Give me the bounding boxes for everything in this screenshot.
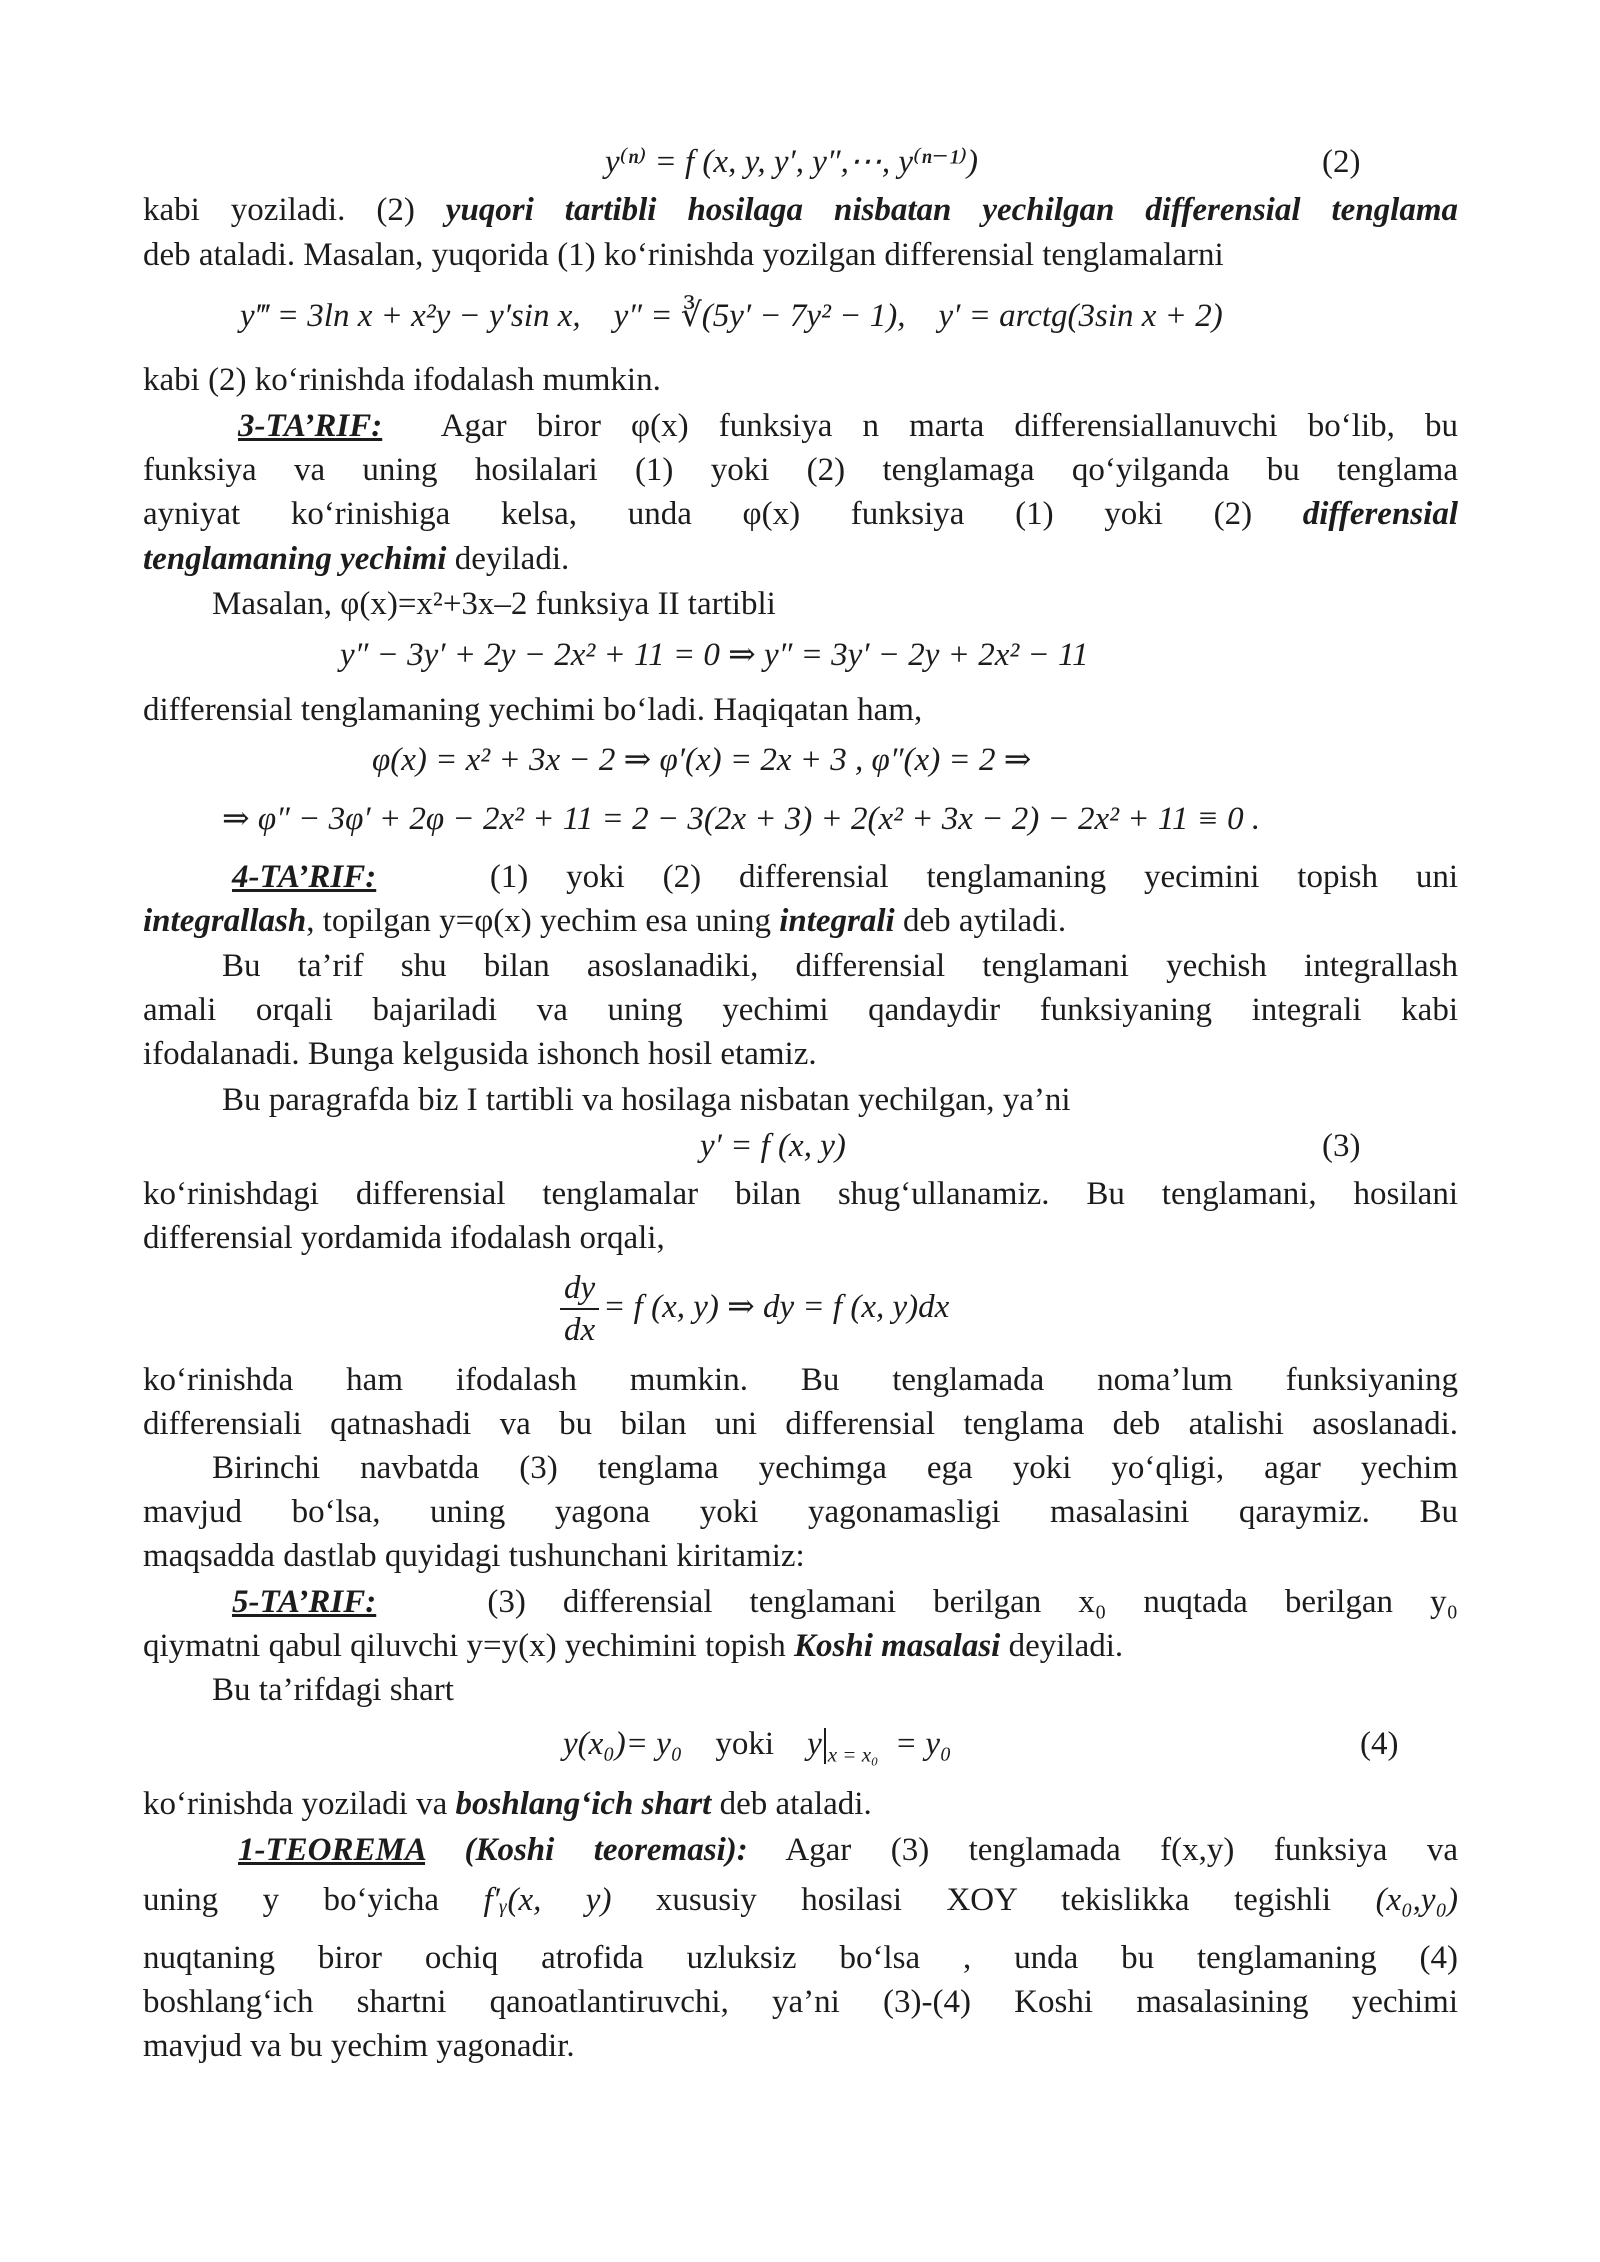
paragraph-line: differensial yordamida ifodalash orqali, [143, 1220, 665, 1256]
equation-3: y′ = f (x, y) [700, 1128, 846, 1164]
emphasis-term: tenglamaning yechimi [143, 541, 447, 577]
paragraph-line: uning y bo‘yicha f′ᵧ(x, y) xususiy hosilasi XOY tekislikka tegishli (x₀,y₀) [143, 1882, 1459, 1918]
paragraph-line: Masalan, φ(x)=x²+3x–2 funksiya II tartibli [212, 586, 776, 622]
equation-number-2: (2) [1322, 144, 1361, 180]
paragraph-line: nuqtaning biror ochiq atrofida uzluksiz bo‘lsa , unda bu tenglamaning (4) [143, 1940, 1458, 1976]
paragraph-line: ko‘rinishdagi differensial tenglamalar bilan shug‘ullanamiz. Bu tenglamani, hosilani [143, 1176, 1458, 1212]
paragraph-line: integrallash, topilgan y=φ(x) yechim esa uning integrali deb aytiladi. [143, 903, 1067, 939]
paragraph-line: ko‘rinishda yoziladi va boshlang‘ich shart deb ataladi. [143, 1786, 872, 1822]
emphasis-term: yuqori tartibli hosilaga nisbatan yechilgan differensial tenglama [445, 192, 1459, 228]
paragraph-line: differensial tenglamaning yechimi bo‘ladi. Haqiqatan ham, [143, 692, 923, 728]
fraction-dy-dx: $\frac{dy}{dx}$ [560, 1268, 599, 1350]
paragraph-line: kabi yoziladi. (2) yuqori tartibli hosilaga nisbatan yechilgan differensial tenglama [143, 192, 1459, 228]
paragraph-line: amali orqali bajariladi va uning yechimi qandaydir funksiyaning integrali kabi [143, 992, 1458, 1028]
paragraph-line: Bu ta’rifdagi shart [212, 1672, 454, 1708]
paragraph-line: Birinchi navbatda (3) tenglama yechimga ega yoki yo‘qligi, agar yechim [212, 1450, 1458, 1486]
definition-4-label: 4-TA’RIF: [232, 859, 377, 895]
paragraph-line: ifodalanadi. Bunga kelgusida ishonch hosil etamiz. [143, 1036, 817, 1072]
equation-4: y(x₀)= y₀ yoki y $_{x = x_0}$ = y₀ [563, 1726, 952, 1767]
definition-5-line: 5-TA’RIF: (3) differensial tenglamani berilgan x₀ nuqtada berilgan y₀ [232, 1584, 1459, 1620]
example-equation-2: φ(x) = x² + 3x − 2 ⇒ φ′(x) = 2x + 3 , φ″(x) = 2 ⇒ [372, 742, 1032, 778]
paragraph-line: maqsadda dastlab quyidagi tushunchani kiritamiz: [143, 1538, 805, 1574]
paragraph-line: boshlang‘ich shartni qanoatlantiruvchi, ya’ni (3)-(4) Koshi masalasining yechimi [143, 1984, 1458, 2020]
equation-number-3: (3) [1322, 1128, 1361, 1164]
equation-2: y⁽ⁿ⁾ = f (x, y, y′, y″,⋯, y⁽ⁿ⁻¹⁾) [605, 144, 978, 180]
paragraph-line: tenglamaning yechimi deyiladi. [143, 541, 570, 577]
paragraph-line: Bu ta’rif shu bilan asoslanadiki, differensial tenglamani yechish integrallash [222, 948, 1458, 984]
example-equation-1: y″ − 3y′ + 2y − 2x² + 11 = 0 ⇒ y″ = 3y′ − 2y + 2x² − 11 [340, 637, 1089, 673]
paragraph-line: mavjud va bu yechim yagonadir. [143, 2028, 575, 2064]
equation-number-4: (4) [1360, 1726, 1399, 1762]
paragraph-line: ayniyat ko‘rinishiga kelsa, unda φ(x) funksiya (1) yoki (2) differensial [143, 496, 1458, 532]
differential-equation: $\frac{dy}{dx}$ = f (x, y) ⇒ dy = f (x, y)dx [560, 1262, 949, 1352]
theorem-label: 1-TEOREMA [238, 1832, 426, 1868]
example-equation-3: ⇒ φ″ − 3φ′ + 2φ − 2x² + 11 = 2 − 3(2x + 3) + 2(x² + 3x − 2) − 2x² + 11 ≡ 0 . [222, 801, 1261, 837]
paragraph-line: ko‘rinishda ham ifodalash mumkin. Bu tenglamada noma’lum funksiyaning [143, 1362, 1458, 1398]
example-equations: y‴ = 3ln x + x²y − y′sin x, y″ = ∛(5y′ − 7y² − 1), y′ = arctg(3sin x + 2) [240, 298, 1223, 334]
definition-4-line: 4-TA’RIF: (1) yoki (2) differensial tenglamaning yecimini topish uni [232, 859, 1459, 895]
theorem-line: 1-TEOREMA (Koshi teoremasi): Agar (3) tenglamada f(x,y) funksiya va [238, 1832, 1458, 1868]
paragraph-line: kabi (2) ko‘rinishda ifodalash mumkin. [143, 362, 661, 398]
paragraph-line: qiymatni qabul qiluvchi y=y(x) yechimini topish Koshi masalasi deyiladi. [143, 1628, 1124, 1664]
definition-3-line: 3-TA’RIF: Agar biror φ(x) funksiya n marta differensiallanuvchi bo‘lib, bu [238, 408, 1458, 444]
paragraph-line: mavjud bo‘lsa, uning yagona yoki yagonamasligi masalasini qaraymiz. Bu [143, 1494, 1458, 1530]
definition-3-label: 3-TA’RIF: [238, 408, 383, 444]
paragraph-line: differensiali qatnashadi va bu bilan uni differensial tenglama deb atalishi asoslanadi. [143, 1406, 1458, 1442]
paragraph-line: funksiya va uning hosilalari (1) yoki (2) tenglamaga qo‘yilganda bu tenglama [143, 452, 1458, 488]
definition-5-label: 5-TA’RIF: [232, 1584, 377, 1620]
paragraph-line: Bu paragrafda biz I tartibli va hosilaga nisbatan yechilgan, ya’ni [222, 1082, 1071, 1118]
paragraph-line: deb ataladi. Masalan, yuqorida (1) ko‘rinishda yozilgan differensial tenglamalarni [143, 237, 1224, 273]
